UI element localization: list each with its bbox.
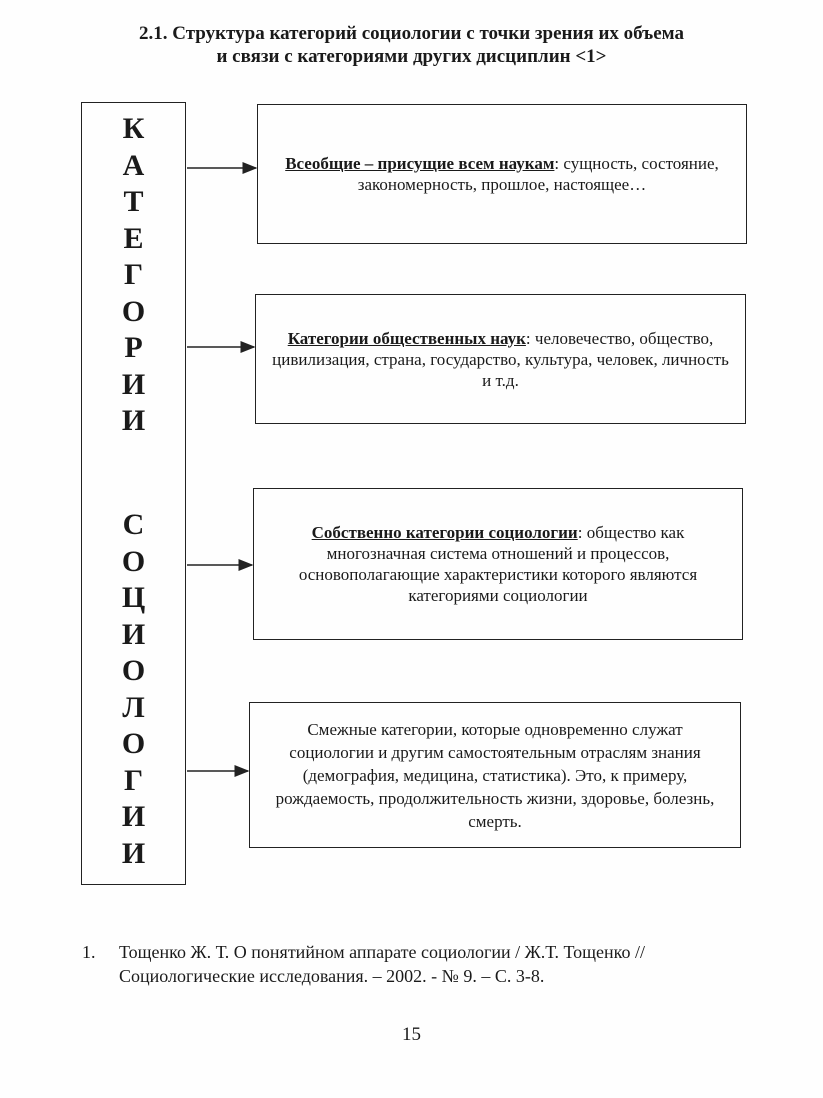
vertical-letter: И: [121, 367, 146, 401]
title-line-1: 2.1. Структура категорий социологии с точки зрения их объема: [139, 23, 684, 44]
footnote-text: Тощенко Ж. Т. О понятийном аппарате социологии / Ж.Т. Тощенко // Социологические исследования. – 2002. - № 9. – С. 3-8.: [119, 942, 645, 986]
vertical-letter: О: [121, 544, 146, 578]
social-sciences-categories-box: [255, 294, 746, 424]
vertical-letter: О: [121, 654, 146, 687]
box-2-lead: Категории общественных наук: [287, 328, 526, 348]
vertical-letter: Р: [124, 331, 143, 364]
vertical-letter: О: [121, 294, 146, 328]
vertical-letter: И: [121, 836, 146, 870]
universal-categories-box: [257, 104, 747, 244]
vertical-letter: К: [122, 112, 145, 145]
page-number: 15: [402, 1024, 421, 1045]
box-1-lead: Всеобщие – присущие всем наукам: [285, 154, 555, 173]
vertical-letter: И: [121, 617, 146, 651]
vertical-letter: И: [121, 404, 146, 437]
vertical-letter: Т: [123, 185, 144, 218]
box-3-text: : общество как многозначная система отношений и процессов, основополагающие характеристики которого являются категориями социологии: [298, 523, 698, 605]
title-line-2: и связи с категориями других дисциплин <1>: [216, 46, 607, 67]
vertical-letter: Л: [122, 690, 145, 724]
box-1-text: : сущность, состояние, закономерность, прошлое, настоящее…: [357, 154, 719, 194]
vertical-letter: Г: [123, 763, 144, 797]
vertical-letter: С: [122, 508, 145, 541]
sociology-categories-box: [253, 488, 743, 640]
vertical-letter: Е: [123, 221, 144, 255]
box-3-lead: Собственно категории социологии: [311, 523, 578, 542]
vertical-letter: А: [122, 148, 145, 182]
box-4-text: Смежные категории, которые одновременно служат социологии и другим самостоятельным отраслям знания (демография, медицина, статистика). Это, к примеру, рождаемость, продолжительность жизни, здоровье, болезнь, смерть.: [275, 719, 715, 831]
footnote-number: 1.: [82, 942, 96, 962]
related-categories-box: [249, 702, 741, 848]
vertical-letter: Г: [123, 258, 144, 291]
vertical-letter: И: [121, 800, 146, 833]
box-2-text: : человечество, общество, цивилизация, страна, государство, культура, человек, личность и т.д.: [272, 328, 729, 390]
vertical-letter: Ц: [121, 581, 146, 614]
vertical-letter: О: [121, 727, 146, 760]
